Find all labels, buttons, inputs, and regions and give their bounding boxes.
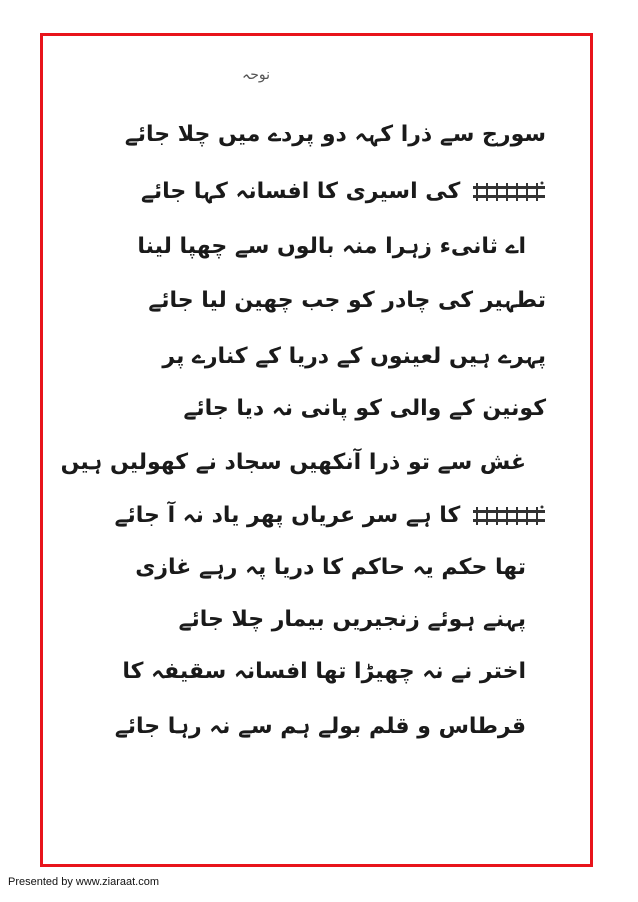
zainab-emblem-icon: [472, 181, 546, 203]
verse-line-7: غش سے تو ذرا آنکھیں سجاد نے کھولیں ہیں: [60, 450, 526, 475]
verse-line-12: قرطاس و قلم بولے ہم سے نہ رہا جائے: [114, 714, 526, 739]
verse-line-8: کا ہے سر عریاں پھر یاد نہ آ جائے: [115, 505, 546, 527]
verse-line-6: کونین کے والی کو پانی نہ دیا جائے: [183, 396, 546, 421]
verse-line-4: تطہیر کی چادر کو جب چھین لیا جائے: [148, 288, 546, 313]
verse-line-3: اے ثانیء زہرا منہ بالوں سے چھپا لینا: [137, 234, 526, 259]
poem-heading: نوحہ: [242, 67, 270, 83]
verse-line-5: پہرے ہیں لعینوں کے دریا کے کنارے پر: [162, 344, 546, 369]
verse-line-1: سورج سے ذرا کہہ دو پردے میں چلا جائے: [124, 122, 546, 147]
verse-line-2: کی اسیری کا افسانہ کہا جائے: [141, 181, 546, 203]
verse-line-11: اختر نے نہ چھیڑا تھا افسانہ سقیفہ کا: [122, 659, 526, 684]
footer-credit: Presented by www.ziaraat.com: [8, 876, 160, 888]
verse-line-9: تھا حکم یہ حاکم کا دریا پہ رہے غازی: [135, 555, 526, 580]
zainab-emblem-icon: [472, 505, 546, 527]
verse-line-10: پہنے ہوئے زنجیریں بیمار چلا جائے: [178, 607, 526, 632]
